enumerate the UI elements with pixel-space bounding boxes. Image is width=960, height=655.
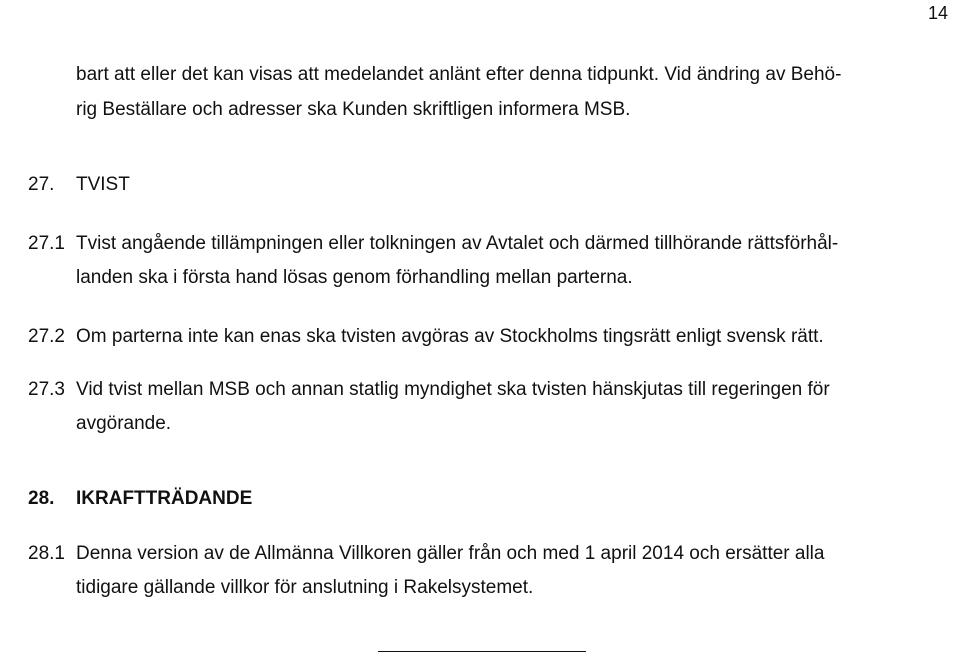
clause-28-1-number: 28.1	[28, 543, 65, 564]
clause-27-2-line-1: Om parterna inte kan enas ska tvisten avgöras av Stockholms tingsrätt enligt svensk rätt.	[76, 326, 824, 347]
intro-line-2: rig Beställare och adresser ska Kunden skriftligen informera MSB.	[76, 99, 631, 120]
clause-27-3-line-1: Vid tvist mellan MSB och annan statlig myndighet ska tvisten hänskjutas till regeringen för	[76, 379, 830, 400]
clause-27-3-number: 27.3	[28, 379, 65, 400]
clause-27-3-line-2: avgörande.	[76, 413, 172, 434]
clause-27-1-number: 27.1	[28, 233, 65, 254]
section-27-title: TVIST	[76, 174, 130, 195]
clause-27-1-line-2: landen ska i första hand lösas genom förhandling mellan parterna.	[76, 267, 633, 288]
section-28-title: IKRAFTTRÄDANDE	[76, 488, 253, 509]
section-27-number: 27.	[28, 174, 55, 195]
clause-28-1-line-1: Denna version av de Allmänna Villkoren gäller från och med 1 april 2014 och ersätter alla	[76, 543, 825, 564]
section-28-number: 28.	[28, 488, 55, 509]
signature-line	[378, 651, 586, 652]
clause-27-1-line-1: Tvist angående tillämpningen eller tolkningen av Avtalet och därmed tillhörande rättsförhål-	[76, 233, 839, 254]
page-number: 14	[927, 3, 948, 23]
intro-line-1: bart att eller det kan visas att medelandet anlänt efter denna tidpunkt. Vid ändring av Behö-	[76, 64, 842, 85]
clause-28-1-line-2: tidigare gällande villkor för anslutning i Rakelsystemet.	[76, 577, 534, 598]
clause-27-2-number: 27.2	[28, 326, 65, 347]
